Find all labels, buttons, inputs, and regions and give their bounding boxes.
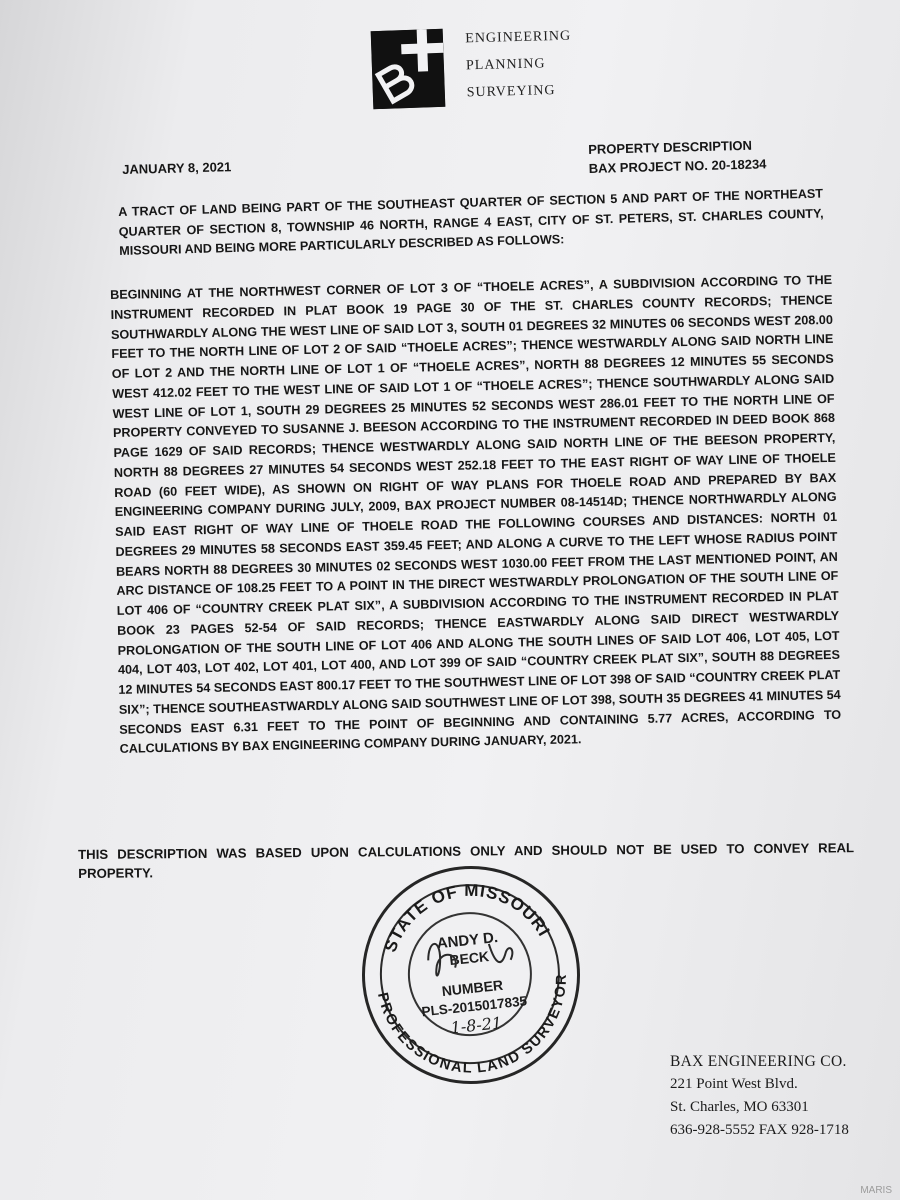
company-name: BAX ENGINEERING CO. bbox=[670, 1053, 847, 1070]
company-street: 221 Point West Blvd. bbox=[670, 1076, 798, 1092]
watermark: MARIS bbox=[860, 1185, 892, 1196]
seal-top-arc: STATE OF MISSOURI bbox=[380, 880, 554, 955]
seal-signed-date: 1-8-21 bbox=[449, 1013, 503, 1038]
seal-name-line2: BECK bbox=[448, 948, 490, 969]
seal-name-line1: ANDY D. bbox=[435, 929, 499, 953]
company-city: St. Charles, MO 63301 bbox=[670, 1099, 809, 1115]
logo-line-engineering: ENGINEERING bbox=[465, 28, 572, 47]
disclaimer-paragraph: THIS DESCRIPTION WAS BASED UPON CALCULATIONS ONLY AND SHOULD NOT BE USED TO CONVEY REAL PROPERTY. bbox=[78, 840, 855, 881]
logo-line-planning: PLANNING bbox=[465, 56, 546, 74]
document-date: JANUARY 8, 2021 bbox=[122, 159, 232, 177]
property-description-title: PROPERTY DESCRIPTION bbox=[588, 137, 753, 157]
surveyor-seal bbox=[351, 855, 591, 1095]
company-address-block bbox=[670, 1050, 849, 1142]
seal-license-number: PLS-2015017835 bbox=[420, 993, 528, 1020]
logo-tagline bbox=[465, 23, 573, 107]
company-phone: 636-928-5552 FAX 928-1718 bbox=[670, 1122, 849, 1138]
intro-paragraph: A TRACT OF LAND BEING PART OF THE SOUTHEAST QUARTER OF SECTION 5 AND PART OF THE NORTHEAST QUARTER OF SECTION 8, TOWNSHIP 46 NORTH, RANGE 4 EAST, CITY OF ST. PETERS, ST. CHARLES COUNTY, MISSOURI AND BEING MORE PARTICULARLY DESCRIBED AS FOLLOWS: bbox=[118, 186, 824, 259]
legal-description-paragraph: BEGINNING AT THE NORTHWEST CORNER OF LOT 3 OF “THOELE ACRES”, A SUBDIVISION ACCORDING TO THE INSTRUMENT RECORDED IN PLAT BOOK 19 PAGE 30 OF THE ST. CHARLES COUNTY RECORDS; THENCE SOUTHWARDLY ALONG THE WEST LINE OF SAID LOT 3, SOUTH 01 DEGREES 32 MINUTES 06 SECONDS WEST 208.00 FEET TO THE NORTH LINE OF LOT 2 OF SAID “THOELE ACRES”; THENCE WESTWARDLY ALONG SAID NORTH LINE OF LOT 2 AND THE NORTH LINE OF LOT 1 OF “THOELE ACRES”, NORTH 88 DEGREES 12 MINUTES 55 SECONDS WEST 412.02 FEET TO THE WEST LINE OF SAID LOT 1 OF “THOELE ACRES”; THENCE SOUTHWARDLY ALONG SAID WEST LINE OF LOT 1, SOUTH 29 DEGREES 25 MINUTES 52 SECONDS WEST 286.01 FEET TO THE NORTH LINE OF PROPERTY CONVEYED TO SUSANNE J. BEESON ACCORDING TO THE INSTRUMENT RECORDED IN DEED BOOK 868 PAGE 1629 OF SAID RECORDS; THENCE WESTWARDLY ALONG SAID NORTH LINE OF THE BEESON PROPERTY, NORTH 88 DEGREES 27 MINUTES 54 SECONDS WEST 252.18 FEET TO THE EAST RIGHT OF WAY LINE OF THOELE ROAD (60 FEET WIDE), AS SHOWN ON RIGHT OF WAY PLANS FOR THOELE ROAD AND PREPARED BY BAX ENGINEERING COMPANY DURING JULY, 2009, BAX PROJECT NUMBER 08-14514D; THENCE NORTHWARDLY ALONG SAID EAST RIGHT OF WAY LINE OF THOELE ROAD THE FOLLOWING COURSES AND DISTANCES: NORTH 01 DEGREES 29 MINUTES 58 SECONDS EAST 359.45 FEET; AND ALONG A CURVE TO THE LEFT WHOSE RADIUS POINT BEARS NORTH 88 DEGREES 30 MINUTES 02 SECONDS WEST 1030.00 FEET FROM THE LAST MENTIONED POINT, AN ARC DISTANCE OF 108.25 FEET TO A POINT IN THE DIRECT WESTWARDLY PROLONGATION OF THE SOUTH LINE OF LOT 406 OF “COUNTRY CREEK PLAT SIX”, A SUBDIVISION ACCORDING TO THE INSTRUMENT RECORDED IN PLAT BOOK 23 PAGES 52-54 OF SAID RECORDS; THENCE EASTWARDLY ALONG SAID DIRECT WESTWARDLY PROLONGATION OF THE SOUTH LINE OF LOT 406 AND ALONG THE SOUTH LINES OF SAID LOT 406, LOT 405, LOT 404, LOT 403, LOT 402, LOT 401, LOT 400, AND LOT 399 OF SAID “COUNTRY CREEK PLAT SIX”, SOUTH 88 DEGREES 12 MINUTES 54 SECONDS EAST 800.17 FEET TO THE SOUTHWEST LINE OF LOT 398 OF SAID “COUNTRY CREEK PLAT SIX”; THENCE SOUTHEASTWARDLY ALONG SAID SOUTHWEST LINE OF LOT 398, SOUTH 35 DEGREES 41 MINUTES 54 SECONDS EAST 6.31 FEET TO THE POINT OF BEGINNING AND CONTAINING 5.77 ACRES, ACCORDING TO CALCULATIONS BY BAX ENGINEERING COMPANY DURING JANUARY, 2021. bbox=[110, 272, 842, 757]
property-heading bbox=[588, 135, 767, 178]
bax-logo-icon bbox=[371, 29, 446, 109]
project-number: BAX PROJECT NO. 20-18234 bbox=[588, 156, 767, 176]
logo-line-surveying: SURVEYING bbox=[466, 83, 556, 101]
seal-number-label: NUMBER bbox=[440, 976, 504, 1000]
seal-bottom-arc: PROFESSIONAL LAND SURVEYOR bbox=[374, 973, 570, 1077]
